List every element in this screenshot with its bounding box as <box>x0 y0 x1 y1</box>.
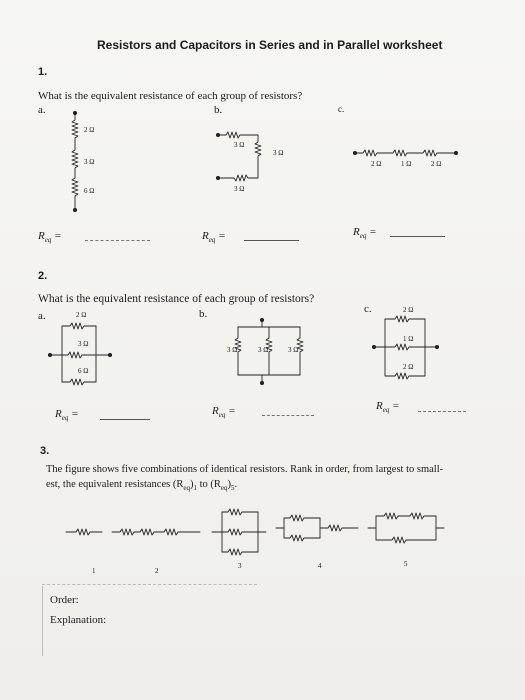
combo-number-5: 5 <box>404 560 408 568</box>
q2b-parallel-circuit <box>235 318 303 384</box>
q1-number: 1. <box>38 66 48 78</box>
q1-question: What is the equivalent resistance of each group of resistors? <box>38 90 303 102</box>
page-title: Resistors and Capacitors in Series and in Parallel worksheet <box>97 38 443 52</box>
q2b-r1-value: 3 Ω <box>227 346 238 354</box>
q1-label-b: b. <box>214 104 223 116</box>
q3-combo-2 <box>112 529 200 535</box>
q2c-parallel-circuit <box>372 316 438 379</box>
q1b-u-circuit <box>216 132 261 181</box>
q2-label-b: b. <box>199 308 208 320</box>
q3-text-line1: The figure shows five combinations of identical resistors. Rank in order, from largest to small- <box>46 464 444 475</box>
q3-combo-4 <box>276 515 358 541</box>
q2c-r3-value: 2 Ω <box>403 363 414 371</box>
q3-combo-3 <box>212 509 266 555</box>
q2c-req-label: $R_{eq}$ = <box>376 400 400 415</box>
q2c-r1-value: 2 Ω <box>403 306 414 314</box>
q1b-r3-value: 3 Ω <box>234 185 245 193</box>
q2b-r2-value: 3 Ω <box>258 346 269 354</box>
combo-number-3: 3 <box>238 562 242 570</box>
q2a-r1-value: 2 Ω <box>76 311 87 319</box>
q2c-r2-value: 1 Ω <box>403 335 414 343</box>
q1c-r3-value: 2 Ω <box>431 160 442 168</box>
q1-label-a: a. <box>38 104 46 116</box>
q1a-r1-value: 2 Ω <box>84 126 95 134</box>
q1a-r2-value: 3 Ω <box>84 158 95 166</box>
q1b-req-label: $R_{eq}$ = <box>202 230 226 245</box>
q1a-series-circuit <box>72 111 78 211</box>
q1b-r1-value: 3 Ω <box>234 141 245 149</box>
q1b-r2-value: 3 Ω <box>273 149 284 157</box>
combo-number-4: 4 <box>318 562 322 570</box>
q2a-req-label: $R_{eq}$ = <box>55 408 79 423</box>
q2-label-c: c. <box>364 303 372 315</box>
q2a-circuit <box>48 323 111 385</box>
q2b-r3-value: 3 Ω <box>288 346 299 354</box>
q1c-horizontal-series <box>353 150 457 156</box>
q3-text-line2: est, the equivalent resistances $(R_{eq})_1$ to $(R_{eq})_5$. <box>46 479 238 493</box>
q3-combo-5 <box>368 513 444 543</box>
q3-number: 3. <box>40 445 50 457</box>
order-label: Order: <box>50 594 79 606</box>
q2-label-a: a. <box>38 310 46 322</box>
q2a-r2-value: 3 Ω <box>78 340 89 348</box>
explanation-label: Explanation: <box>50 614 107 626</box>
q1c-req-label: $R_{eq}$ = <box>353 226 377 241</box>
q1-label-c: c. <box>338 104 345 114</box>
q2b-req-label: $R_{eq}$ = <box>212 405 236 420</box>
q1c-r2-value: 1 Ω <box>401 160 412 168</box>
combo-number-2: 2 <box>155 567 159 575</box>
q2-number: 2. <box>38 270 48 282</box>
q2a-r3-value: 6 Ω <box>78 367 89 375</box>
q1a-r3-value: 6 Ω <box>84 187 95 195</box>
q1a-req-label: $R_{eq}$ = <box>38 230 62 245</box>
q1c-r1-value: 2 Ω <box>371 160 382 168</box>
combo-number-1: 1 <box>92 567 96 575</box>
q2-question: What is the equivalent resistance of each group of resistors? <box>38 293 315 305</box>
q3-combo-1 <box>66 529 102 535</box>
